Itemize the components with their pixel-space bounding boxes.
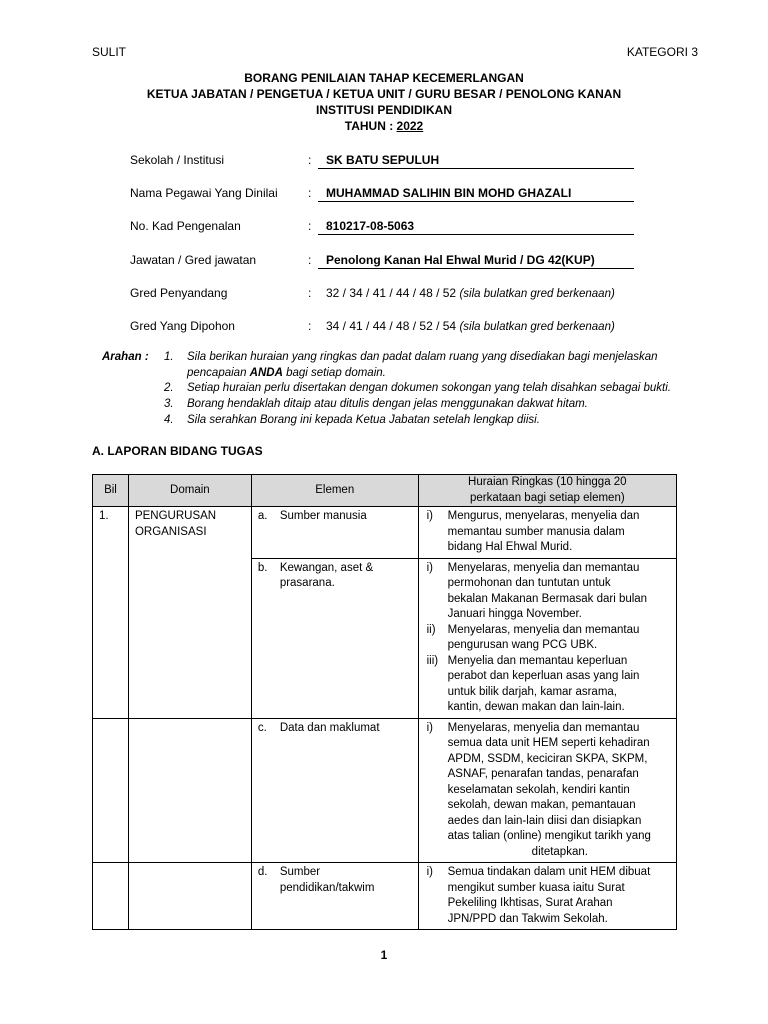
instruction-number: 3.	[164, 398, 174, 410]
bil-cell: 1.	[93, 507, 129, 719]
domain-cell	[128, 507, 251, 719]
huraian-item	[423, 561, 672, 623]
table-row	[93, 718, 677, 863]
instruction-text: Borang hendaklah ditaip atau ditulis dengan jelas menggunakan dakwat hitam.	[187, 398, 588, 410]
domain-cell	[128, 718, 251, 863]
field-underline	[318, 234, 634, 235]
section-title: A. LAPORAN BIDANG TUGAS	[92, 444, 263, 458]
field-underline	[318, 201, 634, 202]
huraian-line: keselamatan sekolah, kendiri kantin	[447, 783, 630, 796]
field-underline	[318, 168, 634, 169]
elemen-letter: c.	[257, 721, 267, 734]
huraian-line: Menyelaras, menyelia dan memantau	[447, 623, 640, 636]
huraian-line: semua data unit HEM seperti kehadiran	[447, 737, 650, 749]
grade-options: 34 / 41 / 44 / 48 / 52 / 54	[326, 319, 457, 333]
huraian-line: untuk bilik darjah, kamar asrama,	[447, 685, 618, 698]
domain-line: PENGURUSAN	[134, 510, 217, 522]
header-domain: Domain	[128, 475, 251, 507]
field-colon: :	[308, 286, 312, 300]
huraian-cell[interactable]	[418, 863, 676, 930]
page-number: 1	[380, 948, 388, 962]
field-label: Gred Yang Dipohon	[130, 319, 235, 333]
huraian-line: Menyelia dan memantau keperluan	[447, 654, 628, 667]
huraian-line: Menyelaras, menyelia dan memantau	[447, 721, 640, 734]
huraian-item	[423, 721, 672, 861]
huraian-cell[interactable]	[418, 718, 676, 863]
elemen-cell	[251, 507, 418, 559]
huraian-line: Menyelaras, menyelia dan memantau	[447, 561, 640, 574]
bil-cell	[93, 718, 129, 863]
emphasis-text: ANDA	[249, 366, 283, 379]
huraian-line: pengurusan wang PCG UBK.	[447, 639, 598, 651]
roman-numeral: i)	[426, 561, 434, 574]
huraian-line: JPN/PPD dan Takwim Sekolah.	[447, 912, 608, 925]
title-line-2: KETUA JABATAN / PENGETUA / KETUA UNIT / GURU BESAR / PENOLONG KANAN	[146, 87, 622, 101]
field-value[interactable]	[326, 286, 615, 300]
header-huraian	[418, 475, 676, 507]
huraian-line: Januari hingga November.	[447, 608, 582, 620]
elemen-letter: a.	[257, 510, 268, 522]
huraian-line: permohonan dan tuntutan untuk	[447, 577, 611, 589]
report-table	[92, 474, 677, 930]
field-note: (sila bulatkan gred berkenaan)	[459, 321, 615, 333]
huraian-line: atas talian (online) mengikut tarikh yang	[447, 830, 651, 842]
field-label: Jawatan / Gred jawatan	[130, 253, 257, 267]
elemen-label: pendidikan/takwim	[279, 881, 375, 894]
field-colon: :	[308, 219, 312, 233]
instructions-label: Arahan :	[102, 351, 149, 363]
header-left: SULIT	[92, 45, 127, 59]
instruction-number: 4.	[164, 414, 174, 426]
elemen-letter: b.	[257, 561, 268, 574]
elemen-label: Sumber	[279, 866, 321, 878]
instruction-line: bagi setiap domain.	[282, 366, 386, 379]
elemen-cell	[251, 863, 418, 930]
huraian-line: Pekeliling Ikhtisas, Surat Arahan	[447, 897, 613, 909]
huraian-item	[423, 509, 672, 556]
huraian-cell[interactable]	[418, 558, 676, 718]
huraian-line: bidang Hal Ehwal Murid.	[447, 541, 573, 553]
instruction-number: 2.	[164, 382, 174, 394]
field-value[interactable]: 810217-08-5063	[326, 219, 415, 233]
table-row	[93, 507, 677, 559]
huraian-cell[interactable]	[418, 507, 676, 559]
field-value[interactable]	[326, 319, 615, 333]
elemen-cell	[251, 718, 418, 863]
elemen-label: prasarana.	[279, 577, 335, 589]
instruction-number: 1.	[164, 351, 174, 363]
instruction-line: pencapaian	[187, 366, 250, 379]
instruction-text: Sila serahkan Borang ini kepada Ketua Jabatan setelah lengkap diisi.	[187, 414, 540, 426]
field-label: Nama Pegawai Yang Dinilai	[130, 186, 278, 200]
huraian-line: APDM, SSDM, keciciran SKPA, SKPM,	[447, 752, 648, 765]
title-line-3: INSTITUSI PENDIDIKAN	[315, 103, 452, 117]
header-right: KATEGORI 3	[626, 45, 698, 59]
field-underline	[318, 268, 634, 269]
form-title	[0, 70, 768, 134]
table-header-row	[93, 475, 677, 507]
field-colon: :	[308, 253, 312, 267]
title-year	[0, 118, 768, 134]
huraian-line: Mengurus, menyelaras, menyelia dan	[447, 510, 640, 522]
field-note: (sila bulatkan gred berkenaan)	[459, 288, 615, 300]
instruction-text: Setiap huraian perlu disertakan dengan dokumen sokongan yang telah disahkan sebagai bukti.	[187, 382, 671, 394]
bil-cell	[93, 863, 129, 930]
field-value[interactable]: SK BATU SEPULUH	[326, 153, 440, 167]
year-value: 2022	[396, 119, 424, 133]
huraian-line: kantin, dewan makan dan lain-lain.	[447, 701, 625, 713]
header-elemen: Elemen	[251, 475, 418, 507]
field-colon: :	[308, 186, 312, 200]
header-bil: Bil	[93, 475, 129, 507]
year-label: TAHUN :	[344, 119, 394, 133]
domain-line: ORGANISASI	[134, 525, 207, 538]
huraian-item	[423, 865, 672, 927]
huraian-line: aedes dan lain-lain diisi dan disiapkan	[447, 814, 642, 827]
grade-options: 32 / 34 / 41 / 44 / 48 / 52	[326, 286, 457, 300]
field-label: Gred Penyandang	[130, 286, 228, 300]
huraian-item	[423, 623, 672, 654]
table-row	[93, 863, 677, 930]
roman-numeral: i)	[426, 510, 434, 522]
roman-numeral: iii)	[426, 654, 439, 667]
roman-numeral: ii)	[426, 623, 436, 636]
header-huraian-line: Huraian Ringkas (10 hingga 20	[468, 476, 627, 488]
huraian-line: Semua tindakan dalam unit HEM dibuat	[447, 866, 651, 878]
field-colon: :	[308, 319, 312, 333]
huraian-line: perabot dan keperluan asas yang lain	[447, 670, 640, 682]
header-huraian-line: perkataan bagi setiap elemen)	[469, 491, 625, 504]
title-line-1: BORANG PENILAIAN TAHAP KECEMERLANGAN	[244, 71, 524, 85]
field-label: Sekolah / Institusi	[130, 153, 225, 167]
huraian-line: ditetapkan.	[531, 845, 588, 858]
field-value[interactable]: Penolong Kanan Hal Ehwal Murid / DG 42(KUP)	[326, 253, 595, 267]
huraian-line: sekolah, dewan makan, pemantauan	[447, 799, 636, 811]
elemen-letter: d.	[257, 866, 268, 878]
instruction-text	[187, 350, 747, 381]
huraian-line: memantau sumber manusia dalam	[447, 525, 625, 538]
domain-cell	[128, 863, 251, 930]
elemen-label: Data dan maklumat	[279, 721, 380, 734]
field-value[interactable]: MUHAMMAD SALIHIN BIN MOHD GHAZALI	[326, 186, 572, 200]
huraian-line: bekalan Makanan Bermasak dari bulan	[447, 592, 648, 605]
roman-numeral: i)	[426, 721, 434, 734]
field-label: No. Kad Pengenalan	[130, 219, 241, 233]
instruction-line: Sila berikan huraian yang ringkas dan padat dalam ruang yang disediakan bagi menjelaskan	[187, 351, 658, 363]
huraian-line: ASNAF, penarafan tandas, penarafan	[447, 768, 639, 780]
huraian-line: mengikut sumber kuasa iaitu Surat	[447, 881, 625, 894]
field-colon: :	[308, 153, 312, 167]
elemen-label: Sumber manusia	[279, 510, 367, 522]
elemen-label: Kewangan, aset &	[279, 561, 374, 574]
roman-numeral: i)	[426, 866, 434, 878]
huraian-item	[423, 654, 672, 716]
elemen-cell	[251, 558, 418, 718]
